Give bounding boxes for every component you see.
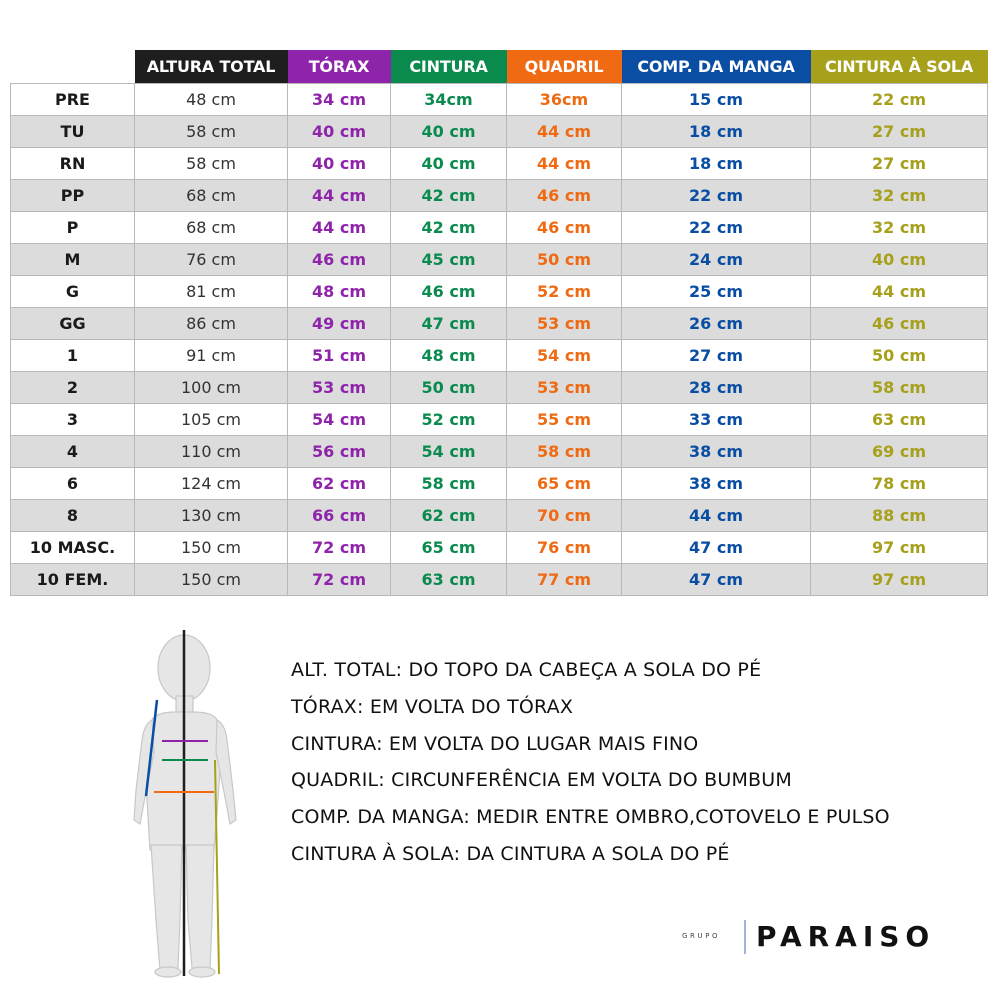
value-cell-quadril: 53 cm (507, 308, 622, 340)
table-row (11, 276, 988, 308)
size-cell: TU (11, 116, 135, 148)
value-cell-manga: 26 cm (622, 308, 811, 340)
table-row (11, 564, 988, 596)
size-cell: 4 (11, 436, 135, 468)
value-cell-manga: 47 cm (622, 532, 811, 564)
value-cell-sola: 44 cm (811, 276, 988, 308)
value-cell-manga: 44 cm (622, 500, 811, 532)
table-body (11, 84, 988, 596)
value-cell-altura: 150 cm (135, 532, 288, 564)
legend-cintura-sola: CINTURA À SOLA: DA CINTURA A SOLA DO PÉ (291, 842, 730, 865)
value-cell-quadril: 65 cm (507, 468, 622, 500)
value-cell-quadril: 77 cm (507, 564, 622, 596)
value-cell-cintura: 52 cm (391, 404, 507, 436)
value-cell-cintura: 42 cm (391, 212, 507, 244)
legend-comp-manga: COMP. DA MANGA: MEDIR ENTRE OMBRO,COTOVELO E PULSO (291, 806, 890, 829)
value-cell-manga: 27 cm (622, 340, 811, 372)
value-cell-cintura: 46 cm (391, 276, 507, 308)
column-header-quadril: QUADRIL (507, 50, 622, 84)
value-cell-sola: 97 cm (811, 532, 988, 564)
brand-name: PARAISO (756, 920, 936, 953)
value-cell-quadril: 58 cm (507, 436, 622, 468)
value-cell-altura: 48 cm (135, 84, 288, 116)
value-cell-manga: 38 cm (622, 468, 811, 500)
value-cell-quadril: 44 cm (507, 148, 622, 180)
value-cell-sola: 32 cm (811, 180, 988, 212)
child-silhouette-icon (120, 620, 270, 985)
column-header-altura: ALTURA TOTAL (135, 50, 288, 84)
size-cell: 2 (11, 372, 135, 404)
value-cell-sola: 97 cm (811, 564, 988, 596)
value-cell-cintura: 40 cm (391, 116, 507, 148)
size-cell: PP (11, 180, 135, 212)
value-cell-torax: 48 cm (288, 276, 391, 308)
legend-torax: TÓRAX: EM VOLTA DO TÓRAX (291, 695, 574, 718)
value-cell-cintura: 48 cm (391, 340, 507, 372)
value-cell-cintura: 45 cm (391, 244, 507, 276)
value-cell-quadril: 53 cm (507, 372, 622, 404)
table-row (11, 404, 988, 436)
size-cell: GG (11, 308, 135, 340)
value-cell-sola: 58 cm (811, 372, 988, 404)
legend-cintura: CINTURA: EM VOLTA DO LUGAR MAIS FINO (291, 732, 699, 755)
value-cell-torax: 72 cm (288, 532, 391, 564)
table-row (11, 148, 988, 180)
value-cell-manga: 33 cm (622, 404, 811, 436)
value-cell-torax: 56 cm (288, 436, 391, 468)
value-cell-torax: 44 cm (288, 212, 391, 244)
value-cell-sola: 27 cm (811, 148, 988, 180)
size-cell: P (11, 212, 135, 244)
value-cell-manga: 22 cm (622, 212, 811, 244)
value-cell-altura: 110 cm (135, 436, 288, 468)
value-cell-manga: 47 cm (622, 564, 811, 596)
value-cell-manga: 15 cm (622, 84, 811, 116)
value-cell-quadril: 50 cm (507, 244, 622, 276)
value-cell-manga: 38 cm (622, 436, 811, 468)
measurement-legend (291, 655, 890, 876)
value-cell-sola: 88 cm (811, 500, 988, 532)
legend-quadril: QUADRIL: CIRCUNFERÊNCIA EM VOLTA DO BUMBUM (291, 769, 792, 792)
measurement-figure (120, 620, 270, 985)
value-cell-quadril: 76 cm (507, 532, 622, 564)
value-cell-cintura: 54 cm (391, 436, 507, 468)
value-cell-manga: 22 cm (622, 180, 811, 212)
value-cell-altura: 68 cm (135, 180, 288, 212)
value-cell-altura: 124 cm (135, 468, 288, 500)
value-cell-cintura: 50 cm (391, 372, 507, 404)
value-cell-torax: 46 cm (288, 244, 391, 276)
table-header-row (11, 50, 988, 84)
header-corner (11, 50, 135, 84)
value-cell-torax: 40 cm (288, 148, 391, 180)
value-cell-altura: 100 cm (135, 372, 288, 404)
value-cell-manga: 28 cm (622, 372, 811, 404)
column-header-manga: COMP. DA MANGA (622, 50, 811, 84)
value-cell-torax: 53 cm (288, 372, 391, 404)
value-cell-sola: 69 cm (811, 436, 988, 468)
table-row (11, 340, 988, 372)
size-cell: M (11, 244, 135, 276)
value-cell-manga: 24 cm (622, 244, 811, 276)
table-row (11, 372, 988, 404)
value-cell-altura: 91 cm (135, 340, 288, 372)
value-cell-cintura: 40 cm (391, 148, 507, 180)
value-cell-altura: 150 cm (135, 564, 288, 596)
value-cell-sola: 46 cm (811, 308, 988, 340)
brand-divider (744, 920, 746, 954)
value-cell-sola: 22 cm (811, 84, 988, 116)
value-cell-altura: 81 cm (135, 276, 288, 308)
size-cell: 6 (11, 468, 135, 500)
value-cell-sola: 78 cm (811, 468, 988, 500)
value-cell-torax: 49 cm (288, 308, 391, 340)
size-cell: PRE (11, 84, 135, 116)
value-cell-sola: 32 cm (811, 212, 988, 244)
column-header-sola: CINTURA À SOLA (811, 50, 988, 84)
value-cell-sola: 50 cm (811, 340, 988, 372)
table-row (11, 308, 988, 340)
value-cell-torax: 44 cm (288, 180, 391, 212)
value-cell-cintura: 63 cm (391, 564, 507, 596)
value-cell-cintura: 34cm (391, 84, 507, 116)
value-cell-altura: 68 cm (135, 212, 288, 244)
value-cell-sola: 63 cm (811, 404, 988, 436)
column-header-torax: TÓRAX (288, 50, 391, 84)
value-cell-cintura: 58 cm (391, 468, 507, 500)
table-row (11, 500, 988, 532)
value-cell-quadril: 70 cm (507, 500, 622, 532)
value-cell-manga: 18 cm (622, 148, 811, 180)
value-cell-quadril: 54 cm (507, 340, 622, 372)
value-cell-altura: 130 cm (135, 500, 288, 532)
size-cell: 3 (11, 404, 135, 436)
value-cell-torax: 40 cm (288, 116, 391, 148)
value-cell-torax: 54 cm (288, 404, 391, 436)
value-cell-torax: 34 cm (288, 84, 391, 116)
value-cell-quadril: 55 cm (507, 404, 622, 436)
value-cell-torax: 72 cm (288, 564, 391, 596)
value-cell-torax: 62 cm (288, 468, 391, 500)
brand-prefix: GRUPO (682, 932, 721, 940)
value-cell-torax: 66 cm (288, 500, 391, 532)
table-row (11, 532, 988, 564)
value-cell-torax: 51 cm (288, 340, 391, 372)
table-row (11, 244, 988, 276)
table-row (11, 212, 988, 244)
value-cell-manga: 18 cm (622, 116, 811, 148)
column-header-cintura: CINTURA (391, 50, 507, 84)
value-cell-altura: 58 cm (135, 116, 288, 148)
value-cell-sola: 27 cm (811, 116, 988, 148)
size-cell: 10 FEM. (11, 564, 135, 596)
table-row (11, 180, 988, 212)
value-cell-quadril: 52 cm (507, 276, 622, 308)
value-cell-altura: 58 cm (135, 148, 288, 180)
size-cell: 1 (11, 340, 135, 372)
size-cell: 8 (11, 500, 135, 532)
table-row (11, 436, 988, 468)
value-cell-quadril: 44 cm (507, 116, 622, 148)
value-cell-cintura: 62 cm (391, 500, 507, 532)
size-cell: RN (11, 148, 135, 180)
value-cell-altura: 86 cm (135, 308, 288, 340)
value-cell-quadril: 46 cm (507, 180, 622, 212)
table-row (11, 84, 988, 116)
size-cell: 10 MASC. (11, 532, 135, 564)
value-cell-quadril: 46 cm (507, 212, 622, 244)
value-cell-cintura: 65 cm (391, 532, 507, 564)
value-cell-cintura: 47 cm (391, 308, 507, 340)
value-cell-cintura: 42 cm (391, 180, 507, 212)
size-cell: G (11, 276, 135, 308)
value-cell-altura: 76 cm (135, 244, 288, 276)
value-cell-altura: 105 cm (135, 404, 288, 436)
table-row (11, 468, 988, 500)
table-row (11, 116, 988, 148)
value-cell-sola: 40 cm (811, 244, 988, 276)
legend-altura-total: ALT. TOTAL: DO TOPO DA CABEÇA A SOLA DO PÉ (291, 659, 762, 681)
size-chart-table (10, 50, 988, 596)
value-cell-manga: 25 cm (622, 276, 811, 308)
value-cell-quadril: 36cm (507, 84, 622, 116)
